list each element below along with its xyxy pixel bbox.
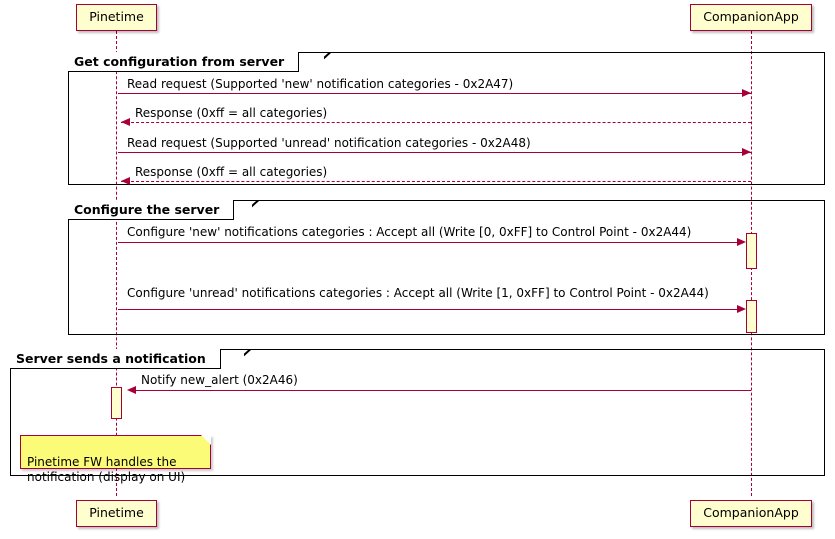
group-label-text: Get configuration from server: [74, 54, 285, 69]
msg-1-arrowhead: [742, 89, 751, 97]
activation-companionapp-1: [746, 233, 757, 269]
msg-4-arrowhead: [121, 177, 130, 185]
participant-pinetime-bottom[interactable]: [76, 500, 157, 527]
msg-6-line: [118, 309, 737, 310]
msg-3-label: Read request (Supported 'unread' notification categories - 0x2A48): [127, 136, 531, 150]
participant-companionapp-top[interactable]: [690, 4, 812, 31]
participant-companionapp-bottom[interactable]: [690, 500, 812, 527]
group-get-configuration-label-corner: [324, 52, 338, 74]
msg-5-arrowhead: [737, 238, 746, 246]
group-label-text: Configure the server: [74, 202, 220, 217]
group-get-configuration-label: [68, 52, 299, 72]
participant-label: Pinetime: [89, 505, 144, 521]
group-server-notification-label-corner: [244, 349, 258, 371]
msg-7-label: Notify new_alert (0x2A46): [141, 373, 298, 387]
note-pinetime-fw: [20, 435, 211, 484]
msg-3-arrowhead: [742, 148, 751, 156]
participant-label: CompanionApp: [703, 9, 799, 25]
note-fold-corner: [201, 435, 211, 445]
msg-4-label: Response (0xff = all categories): [135, 165, 328, 179]
participant-label: Pinetime: [89, 9, 144, 25]
msg-3-line: [118, 152, 751, 153]
msg-2-label: Response (0xff = all categories): [135, 106, 328, 120]
activation-companionapp-2: [746, 300, 757, 333]
msg-1-line: [118, 93, 751, 94]
msg-7-arrowhead: [127, 386, 136, 394]
group-configure-server-frame: [68, 200, 825, 335]
msg-2-line: [121, 122, 751, 123]
msg-5-line: [118, 242, 737, 243]
note-text: Pinetime FW handles the notification (display on UI): [27, 455, 186, 484]
msg-2-arrowhead: [121, 118, 130, 126]
msg-7-line: [131, 390, 751, 391]
participant-label: CompanionApp: [703, 505, 799, 521]
activation-pinetime-1: [111, 387, 122, 419]
group-server-notification-label: [10, 349, 221, 369]
group-configure-server-label: [68, 200, 234, 220]
msg-5-label: Configure 'new' notifications categories : Accept all (Write [0, 0xFF] to Control Point - 0x2A44): [127, 225, 692, 239]
participant-pinetime-top[interactable]: [76, 4, 157, 31]
msg-1-label: Read request (Supported 'new' notification categories - 0x2A47): [127, 77, 514, 91]
group-configure-server-label-corner: [252, 200, 266, 222]
msg-6-label: Configure 'unread' notifications categories : Accept all (Write [1, 0xFF] to Control Point - 0x2A44): [127, 286, 709, 300]
msg-4-line: [121, 181, 751, 182]
msg-6-arrowhead: [737, 305, 746, 313]
group-label-text: Server sends a notification: [16, 351, 206, 366]
